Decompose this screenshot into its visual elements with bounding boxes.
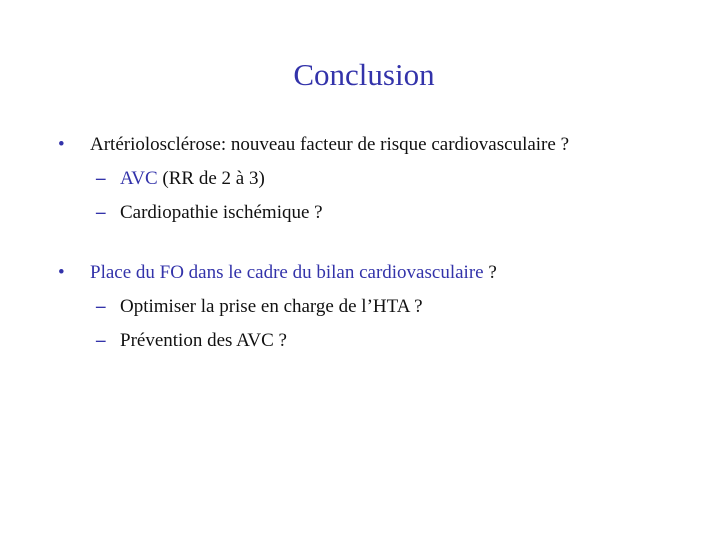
spacer: [58, 230, 718, 256]
sub-bullet-text: (RR de 2 à 3): [157, 168, 265, 189]
sub-bullet-text: Optimiser la prise en charge de l’HTA ?: [120, 296, 423, 317]
bullet-item-arteriolosclerose: [58, 128, 718, 162]
bullet-list: [58, 128, 718, 358]
sub-bullet-prevention: [58, 324, 718, 358]
sub-bullet-avc: [58, 162, 718, 196]
dash-marker: –: [96, 330, 106, 351]
bullet-item-place-fo: [58, 256, 718, 290]
dash-marker: –: [96, 168, 106, 189]
slide-title: Conclusion: [293, 57, 435, 92]
dash-marker: –: [96, 296, 106, 317]
sub-bullet-hta: [58, 290, 718, 324]
bullet-text: ?: [483, 262, 497, 283]
highlight-text: AVC: [120, 168, 158, 189]
bullet-text: Artériolosclérose: nouveau facteur de risque cardiovasculaire ?: [90, 134, 569, 155]
bullet-marker: •: [58, 262, 65, 283]
sub-bullet-text: Cardiopathie ischémique ?: [120, 202, 323, 223]
dash-marker: –: [96, 202, 106, 223]
highlight-text: Place du FO dans le cadre du bilan cardiovasculaire: [90, 262, 484, 283]
sub-bullet-text: Prévention des AVC ?: [120, 330, 287, 351]
sub-bullet-cardiopathie: [58, 196, 718, 230]
bullet-marker: •: [58, 134, 65, 155]
